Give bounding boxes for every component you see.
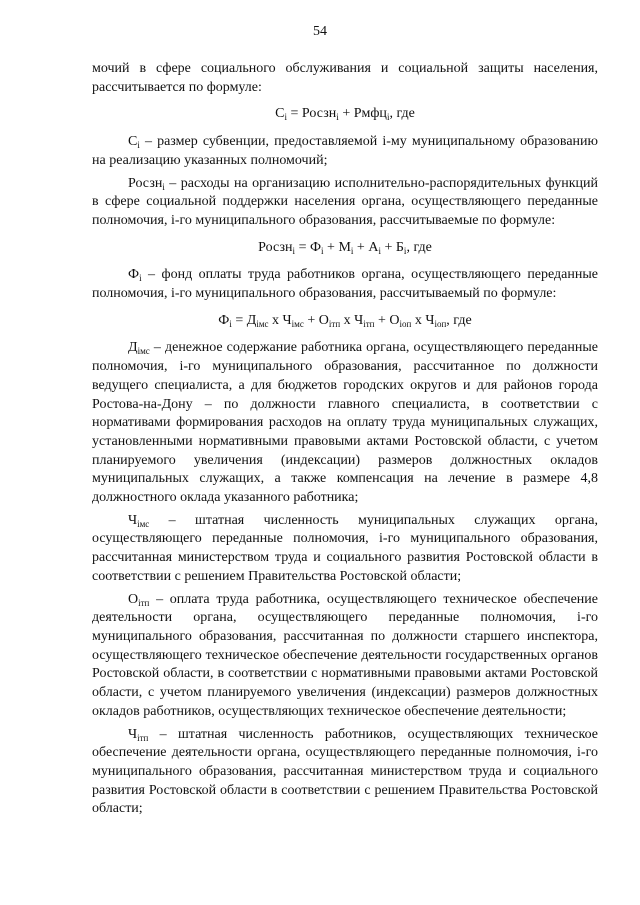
page-number: 54 [313,24,327,39]
definition-ci: $С_i$ – размер субвенции, предоставляемой i-му муниципальному образованию на реализацию указанных полномочий; [92,134,598,168]
definition-chims: $Ч_{iмс}$ – штатная численность муниципальных служащих органа, осуществляющего переданные полномочия, i-го муниципального образования, рассчитанная министерством труда и социального развития Ростовской области в соответствии с решением Правительства Ростовской области; [92,512,598,584]
formula-roszn: Росзн$_i$ = $Ф_i + М_i + А_i + Б_i$, где [258,239,432,256]
definition-dims: $Д_{iмс}$ – денежное содержание работника органа, осуществляющего переданные полномочия, i-го муниципального образования, рассчитанное по должности ведущего специалиста, а для бюджетов городских округов и для районов города Ростова-на-Дону – по должности главного специалиста, в соответствии с нормативами формирования расходов на оплату труда муниципальных служащих, установленными нормативными правовыми актами Ростовской области, с учетом планируемого увеличения (индексации) размеров должностных окладов муниципальных служащих, а также компенсация на лечение в размере 4,8 должностного оклада указанного работника; [92,340,598,506]
formula-fi: $Ф_i = Д_{iмс}$ х $Ч_{iмс} + О_{iтп}$ х $Ч_{iтп} + О_{iоп}$ х $Ч_{iоп}$, где [218,312,472,329]
definition-fi: $Ф_i$ – фонд оплаты труда работников органа, осуществляющего переданные полномочия, i-го муниципального образования, рассчитываемый по формуле: [92,267,598,302]
definition-chitp: $Ч_{iтп}$ – штатная численность работников, осуществляющих техническое обеспечение деятельности органа, осуществляющего переданные полномочия, i-го муниципального образования, рассчитанная министерством труда и социального развития Ростовской области в соответствии с решением Правительства Ростовской области; [92,726,598,817]
document-body [92,60,598,823]
definition-oitp: $О_{iтп}$ – оплата труда работника, осуществляющего техническое обеспечение деятельности органа, осуществляющего переданные полномочия, i-го муниципального образования, рассчитанная по должности старшего инспектора, осуществляющего техническое обеспечение деятельности государственных органов Ростовской области, в соответствии с нормативными правовыми актами Ростовской области, с учетом планируемого увеличения (индексации) размеров должностных окладов работников, осуществляющих техническое обеспечение деятельности; [92,591,598,719]
paragraph-continuation: мочий в сфере социального обслуживания и социальной защиты населения, рассчитывается по формуле: [92,61,598,95]
formula-subvention: $С_i$ = Росзн$_i$ + Рмфц$_i$, где [275,106,415,123]
definition-roszn: Росзн$_i$ – расходы на организацию исполнительно-распорядительных функций в сфере социальной поддержки населения органа, осуществляющего переданные полномочия, i-го муниципального образования, рассчитываемые по формуле: [92,175,598,228]
